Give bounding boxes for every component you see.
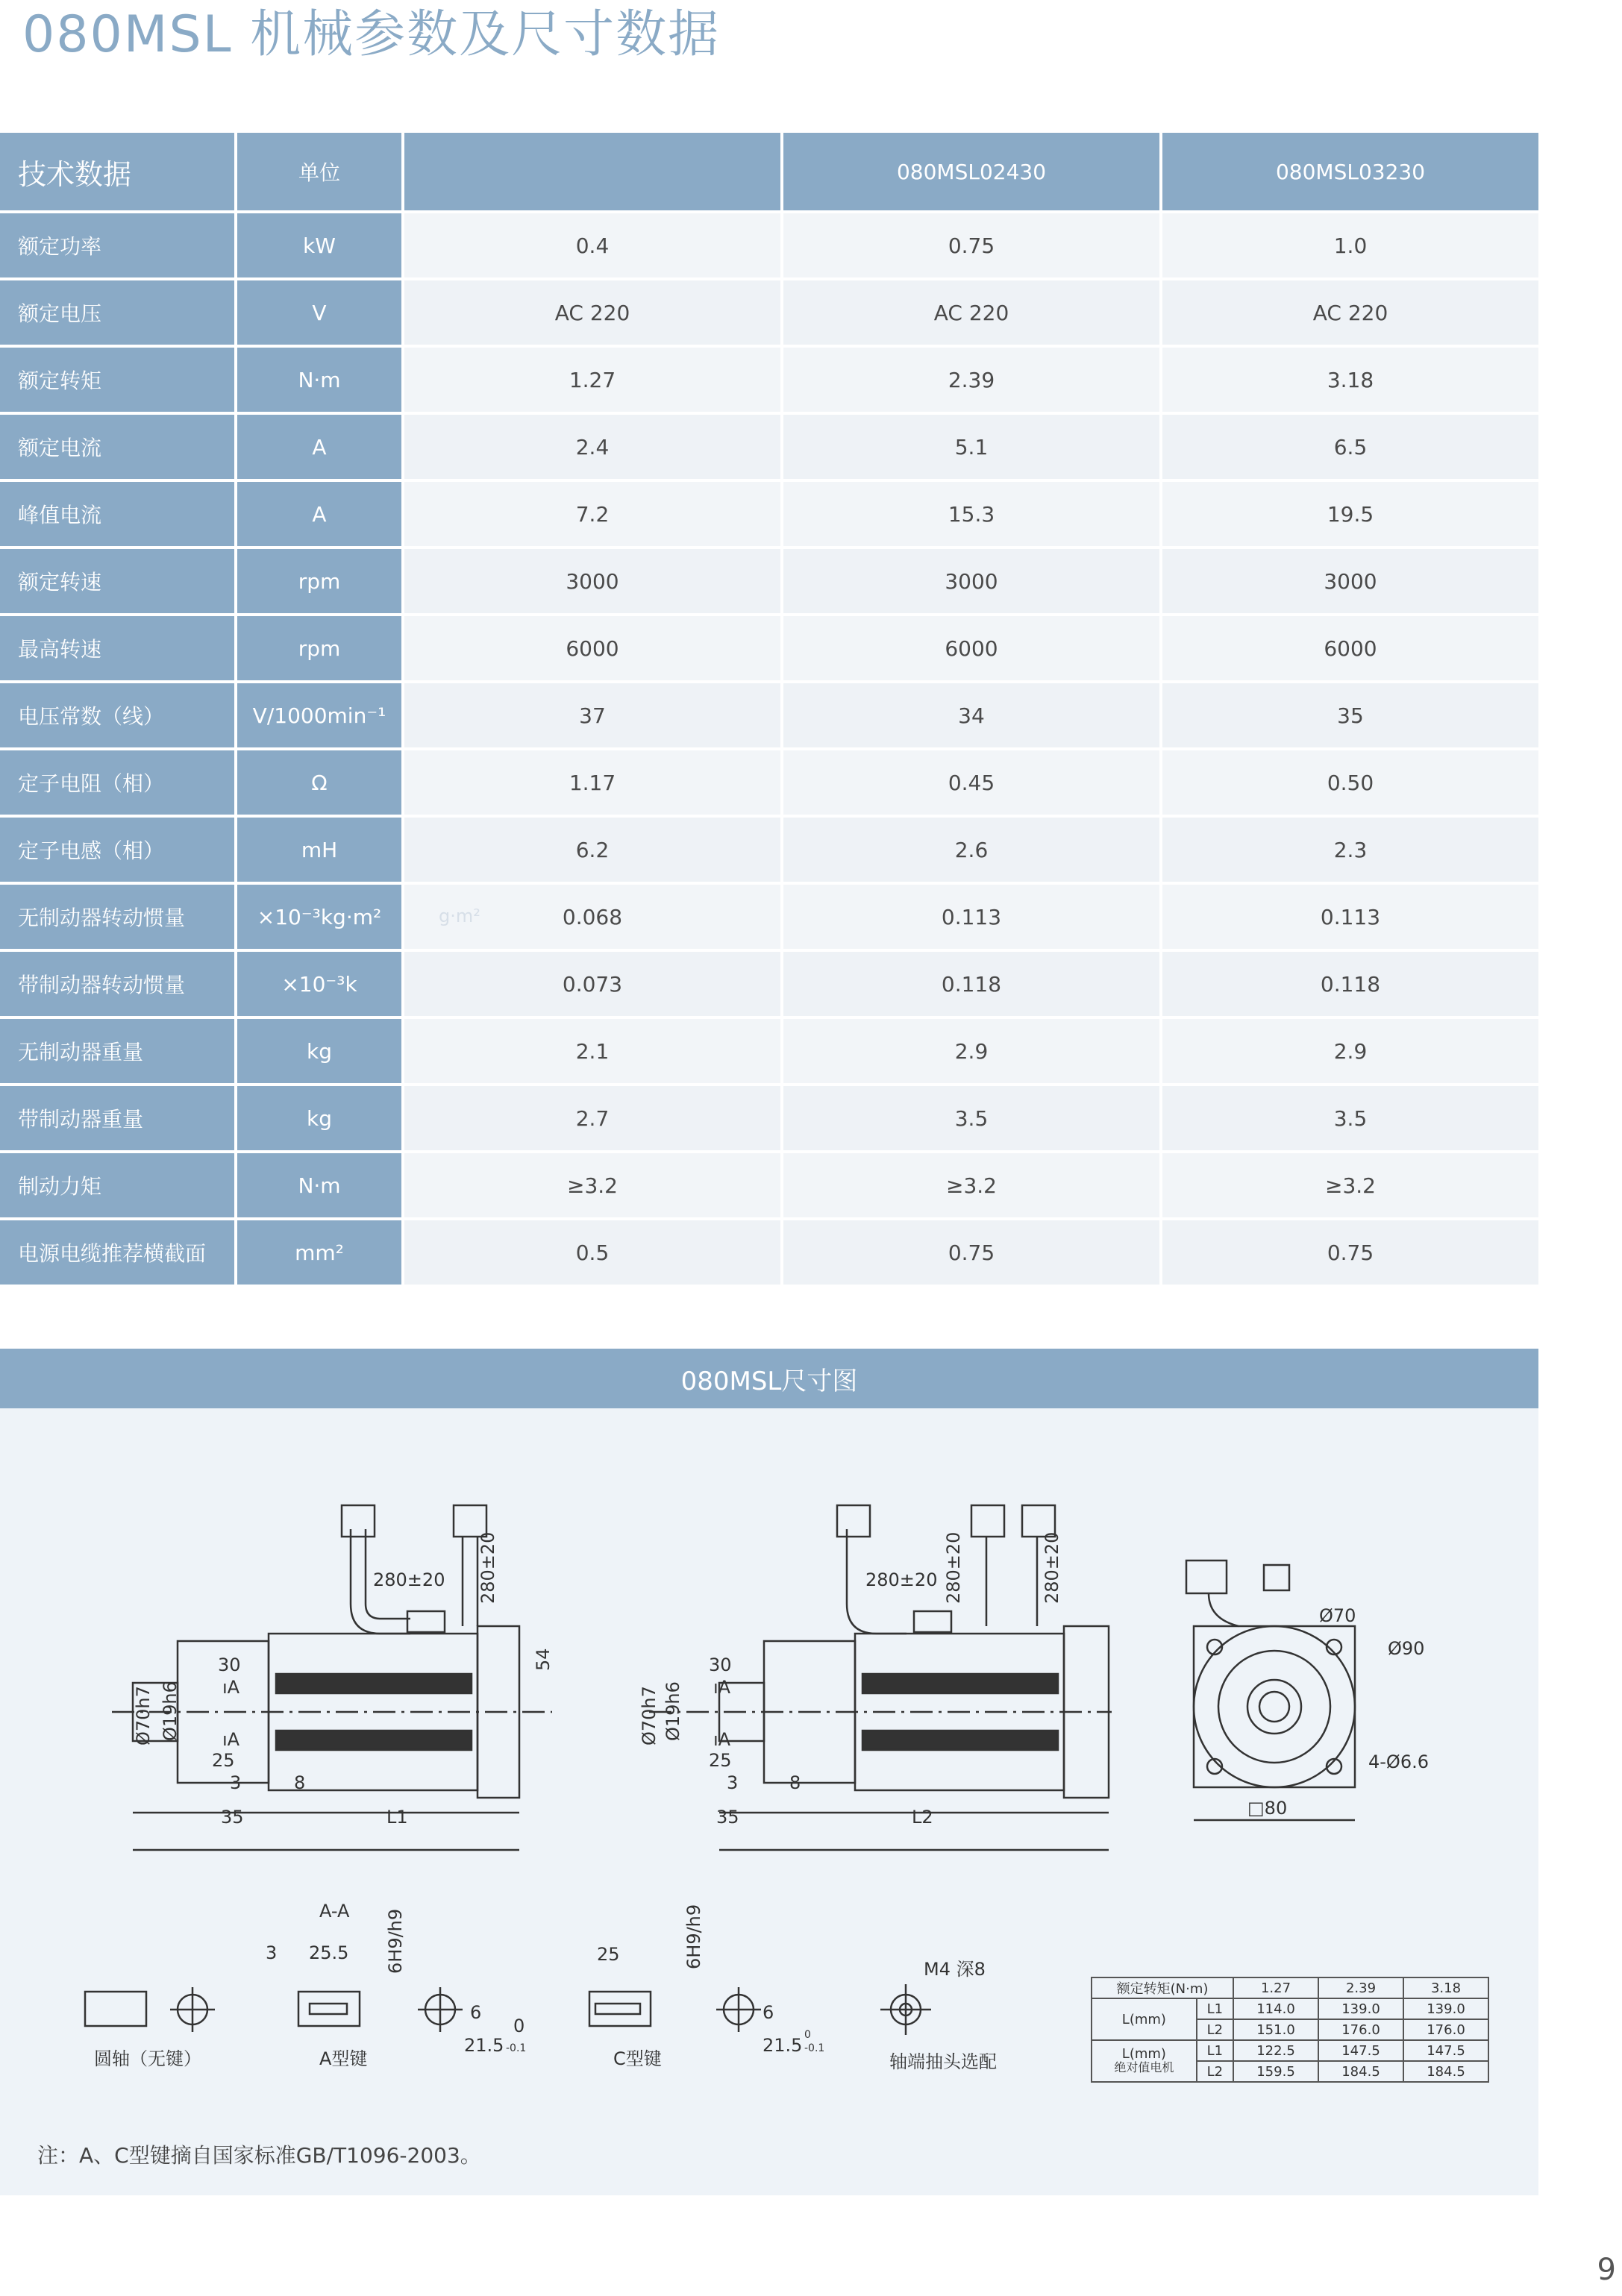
table-cell: 0.4 xyxy=(404,213,783,277)
dim-30-a: 30 xyxy=(218,1654,241,1675)
mini-cell: 139.0 xyxy=(1403,1998,1488,2019)
dim-30-b: 30 xyxy=(709,1654,732,1675)
mini-cell: 159.5 xyxy=(1233,2061,1318,2082)
table-cell: kg xyxy=(237,1019,404,1083)
key-6h9-a: 6H9/h9 xyxy=(385,1908,406,1974)
mini-cell: 147.5 xyxy=(1403,2040,1488,2061)
table-cell: N·m xyxy=(237,348,404,412)
mini-cell: 176.0 xyxy=(1403,2019,1488,2040)
key-0-a: 0 xyxy=(513,2016,525,2036)
table-cell: 0.118 xyxy=(783,952,1162,1016)
table-cell: 34 xyxy=(783,683,1162,747)
table-cell: 0.073 xyxy=(404,952,783,1016)
table-cell: 峰值电流 xyxy=(0,482,237,546)
mini-cell: L2 xyxy=(1197,2061,1233,2082)
table-cell: 3000 xyxy=(783,549,1162,613)
dim-70h7-a: Ø70h7 xyxy=(133,1686,154,1745)
table-cell: 2.9 xyxy=(1162,1019,1538,1083)
table-cell: 2.6 xyxy=(783,818,1162,882)
shaft-details xyxy=(85,1984,931,2035)
table-cell: A xyxy=(237,415,404,479)
table-cell: 1.0 xyxy=(1162,213,1538,277)
mini-cell: 184.5 xyxy=(1403,2061,1488,2082)
dim-holes: 4-Ø6.6 xyxy=(1368,1751,1429,1772)
key-25-5: 25.5 xyxy=(309,1942,349,1963)
table-cell: 最高转速 xyxy=(0,616,237,680)
dim-ia-2: ıA xyxy=(222,1729,240,1750)
table-cell: 3.18 xyxy=(1162,348,1538,412)
table-cell: 35 xyxy=(1162,683,1538,747)
table-cell: mm² xyxy=(237,1220,404,1285)
mini-cell: 139.0 xyxy=(1318,1998,1403,2019)
table-cell: 0.45 xyxy=(783,750,1162,815)
mini-header-2: 2.39 xyxy=(1318,1977,1403,1998)
header-unit: 单位 xyxy=(237,133,404,210)
table-row xyxy=(1092,1998,1488,2019)
table-cell: 2.1 xyxy=(404,1019,783,1083)
mini-cell: 184.5 xyxy=(1318,2061,1403,2082)
table-cell: 电压常数（线） xyxy=(0,683,237,747)
dim-70h7-b: Ø70h7 xyxy=(639,1686,660,1745)
dim-19h6-a: Ø19h6 xyxy=(160,1681,181,1741)
dim-ia-3: ıA xyxy=(713,1677,731,1698)
table-cell: 0.75 xyxy=(783,1220,1162,1285)
table-cell: 额定电流 xyxy=(0,415,237,479)
table-cell: 额定功率 xyxy=(0,213,237,277)
dim-8-a: 8 xyxy=(294,1772,306,1793)
key-tol-b: -0.1 xyxy=(804,2042,825,2054)
table-cell: 无制动器转动惯量 xyxy=(0,885,237,949)
table-cell: AC 220 xyxy=(1162,280,1538,345)
table-cell: 3.5 xyxy=(1162,1086,1538,1150)
dim-19h6-b: Ø19h6 xyxy=(663,1681,683,1741)
table-cell: 7.2 xyxy=(404,482,783,546)
key-tol-a: -0.1 xyxy=(506,2042,527,2054)
dim-54: 54 xyxy=(533,1648,554,1671)
table-cell: 定子电阻（相） xyxy=(0,750,237,815)
table-cell: N·m xyxy=(237,1153,404,1217)
table-cell: 2.7 xyxy=(404,1086,783,1150)
dim-280-a: 280±20 xyxy=(373,1569,445,1590)
table-cell: 0.068 xyxy=(404,885,783,949)
dim-280-d: 280±20 xyxy=(943,1531,964,1604)
page-title: 080MSL 机械参数及尺寸数据 xyxy=(22,5,721,64)
table-cell: mH xyxy=(237,818,404,882)
table-cell: Ω xyxy=(237,750,404,815)
dim-35-a: 35 xyxy=(221,1807,244,1828)
table-cell: 6000 xyxy=(783,616,1162,680)
dim-l1: L1 xyxy=(386,1807,408,1828)
table-cell: 0.113 xyxy=(1162,885,1538,949)
table-cell: 0.50 xyxy=(1162,750,1538,815)
dim-sq80: □80 xyxy=(1247,1798,1288,1819)
table-cell: 2.39 xyxy=(783,348,1162,412)
mini-cell: 151.0 xyxy=(1233,2019,1318,2040)
dim-35-b: 35 xyxy=(716,1807,739,1828)
label-shaft-end: 轴端抽头选配 xyxy=(889,2051,997,2072)
table-cell: A xyxy=(237,482,404,546)
page-number: 9 xyxy=(1597,2253,1616,2287)
table-cell: 5.1 xyxy=(783,415,1162,479)
table-cell: 3000 xyxy=(1162,549,1538,613)
table-cell: 2.3 xyxy=(1162,818,1538,882)
table-cell: 0.113 xyxy=(783,885,1162,949)
mini-header-1: 1.27 xyxy=(1233,1977,1318,1998)
table-cell: 1.17 xyxy=(404,750,783,815)
key-21-5-b: 21.5 xyxy=(763,2035,803,2056)
table-row xyxy=(1092,2040,1488,2061)
mini-labs-label xyxy=(1092,2040,1197,2082)
dim-25-a: 25 xyxy=(212,1750,235,1771)
mini-header-3: 3.18 xyxy=(1403,1977,1488,1998)
key-21-5-a: 21.5 xyxy=(464,2035,504,2056)
front-view xyxy=(1186,1561,1355,1820)
table-cell: kW xyxy=(237,213,404,277)
table-cell: 0.5 xyxy=(404,1220,783,1285)
dim-25-b: 25 xyxy=(709,1750,732,1771)
label-a-key: A型键 xyxy=(319,2048,368,2069)
footnote: 注：A、C型键摘自国家标准GB/T1096-2003。 xyxy=(37,2143,481,2168)
mini-cell: 176.0 xyxy=(1318,2019,1403,2040)
table-cell: kg xyxy=(237,1086,404,1150)
dim-ia-4: ıA xyxy=(713,1729,731,1750)
dim-3-b: 3 xyxy=(727,1772,739,1793)
shaft-m4: M4 深8 xyxy=(924,1959,986,1980)
table-cell: 定子电感（相） xyxy=(0,818,237,882)
dim-ia-1: ıA xyxy=(222,1677,240,1698)
table-cell: 3000 xyxy=(404,549,783,613)
header-tech-data: 技术数据 xyxy=(0,133,237,210)
mini-labs-title: L(mm) xyxy=(1121,2046,1166,2062)
table-cell: 6.2 xyxy=(404,818,783,882)
key-6h9-b: 6H9/h9 xyxy=(683,1904,704,1969)
table-cell: 37 xyxy=(404,683,783,747)
label-round-shaft: 圆轴（无键） xyxy=(94,2048,201,2069)
dim-280-e: 280±20 xyxy=(1042,1531,1062,1604)
table-cell: 额定转矩 xyxy=(0,348,237,412)
table-cell: 1.27 xyxy=(404,348,783,412)
mini-cell: 122.5 xyxy=(1233,2040,1318,2061)
table-cell: 19.5 xyxy=(1162,482,1538,546)
table-cell: ×10⁻³kg·m² xyxy=(237,885,404,949)
dim-280-b: 280±20 xyxy=(477,1531,498,1604)
dimension-section-title: 080MSL尺寸图 xyxy=(0,1349,1538,1408)
dim-phi70: Ø70 xyxy=(1319,1605,1356,1626)
table-cell: 电源电缆推荐横截面 xyxy=(0,1220,237,1285)
mini-l-label: L(mm) xyxy=(1092,1998,1197,2040)
ghost-text: g·m² xyxy=(439,906,480,926)
table-cell: 0.75 xyxy=(1162,1220,1538,1285)
table-cell: 无制动器重量 xyxy=(0,1019,237,1083)
dim-3-a: 3 xyxy=(230,1772,242,1793)
length-table xyxy=(1091,1977,1489,2083)
table-cell: rpm xyxy=(237,549,404,613)
table-cell: V/1000min⁻¹ xyxy=(237,683,404,747)
mini-cell: 114.0 xyxy=(1233,1998,1318,2019)
key-6-b: 6 xyxy=(763,2002,774,2023)
table-cell: 制动力矩 xyxy=(0,1153,237,1217)
mini-labs-sub: 绝对值电机 xyxy=(1114,2060,1174,2074)
table-cell: 额定电压 xyxy=(0,280,237,345)
table-cell: 3.5 xyxy=(783,1086,1162,1150)
mini-cell: L2 xyxy=(1197,2019,1233,2040)
table-cell: 15.3 xyxy=(783,482,1162,546)
table-cell: ×10⁻³k xyxy=(237,952,404,1016)
table-cell: AC 220 xyxy=(783,280,1162,345)
table-cell: ≥3.2 xyxy=(1162,1153,1538,1217)
key-6-a: 6 xyxy=(470,2002,482,2023)
label-c-key: C型键 xyxy=(613,2048,662,2069)
dim-phi90: Ø90 xyxy=(1388,1638,1425,1659)
table-cell: V xyxy=(237,280,404,345)
key-25: 25 xyxy=(597,1944,620,1965)
table-cell: 2.9 xyxy=(783,1019,1162,1083)
mini-cell: L1 xyxy=(1197,2040,1233,2061)
dim-l2: L2 xyxy=(912,1807,933,1828)
header-model-2: 080MSL02430 xyxy=(783,133,1162,210)
table-cell: 额定转速 xyxy=(0,549,237,613)
mini-cell: 147.5 xyxy=(1318,2040,1403,2061)
key-0-b: 0 xyxy=(804,2029,811,2041)
table-cell: ≥3.2 xyxy=(783,1153,1162,1217)
mini-cell: L1 xyxy=(1197,1998,1233,2019)
table-cell: 0.75 xyxy=(783,213,1162,277)
table-cell: 6000 xyxy=(404,616,783,680)
table-cell: rpm xyxy=(237,616,404,680)
mini-header-torque: 额定转矩(N·m) xyxy=(1092,1977,1233,1998)
table-cell: 带制动器重量 xyxy=(0,1086,237,1150)
table-cell: 0.118 xyxy=(1162,952,1538,1016)
length-table-header xyxy=(1092,1977,1488,1998)
table-cell: 6000 xyxy=(1162,616,1538,680)
dim-280-c: 280±20 xyxy=(865,1569,938,1590)
header-model-3: 080MSL03230 xyxy=(1162,133,1538,210)
key-3: 3 xyxy=(266,1942,278,1963)
table-cell: ≥3.2 xyxy=(404,1153,783,1217)
table-cell: 带制动器转动惯量 xyxy=(0,952,237,1016)
dim-8-b: 8 xyxy=(789,1772,801,1793)
table-cell: 2.4 xyxy=(404,415,783,479)
dim-aa: A-A xyxy=(319,1901,350,1922)
table-cell: 6.5 xyxy=(1162,415,1538,479)
table-cell: AC 220 xyxy=(404,280,783,345)
